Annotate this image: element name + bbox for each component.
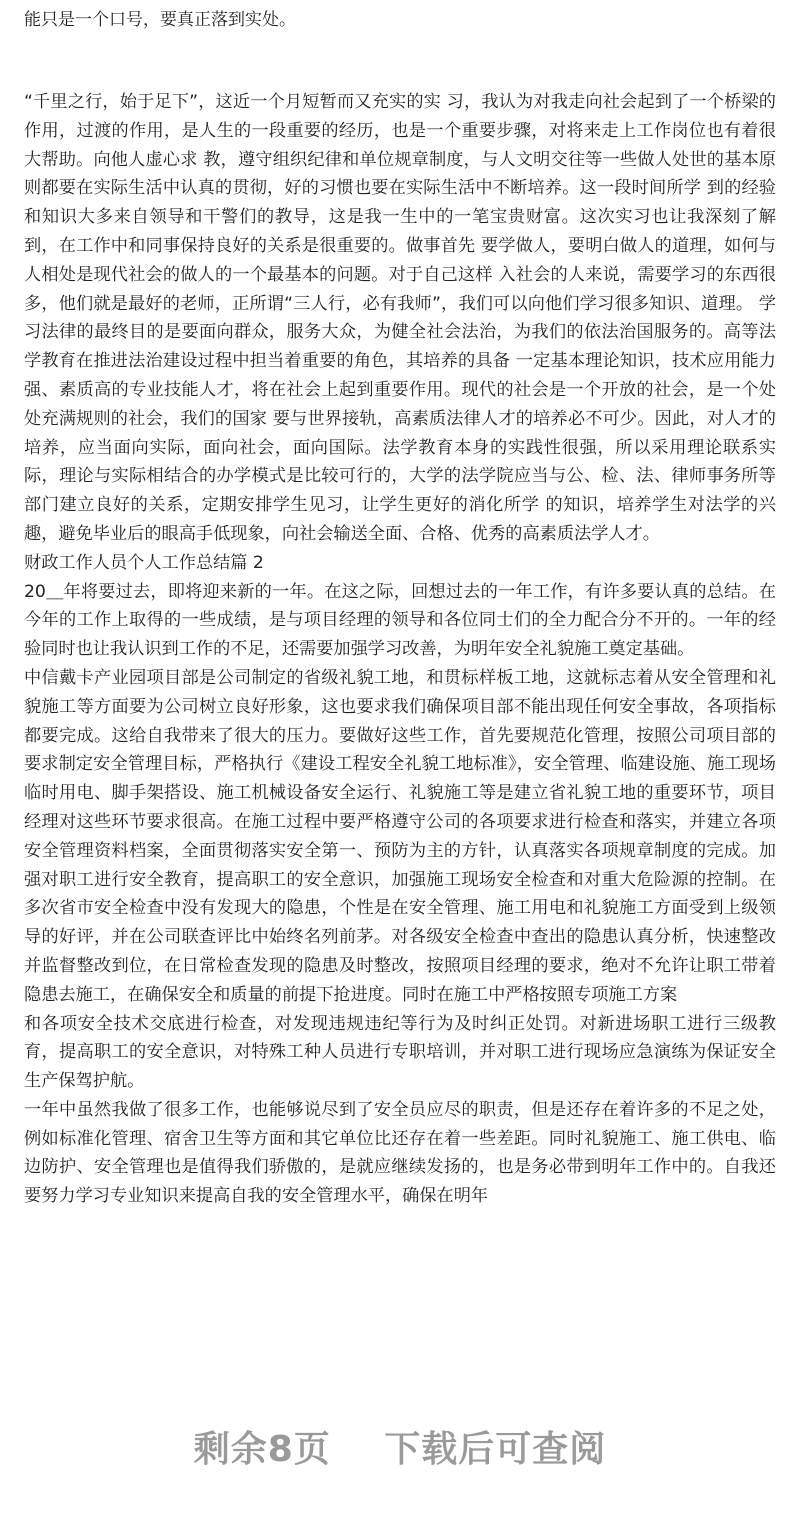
section-title: 财政工作人员个人工作总结篇 2 [24,552,264,573]
paragraph-project: 中信戴卡产业园项目部是公司制定的省级礼貌工地，和贯标样板工地，这就标志着从安全管理和礼貌施工等方面要为公司树立良好形象，这也要求我们确保项目部不能出现任何安全事故，各项指标都要完成。这给自我带来了很大的压力。要做好这些工作，首先要规范化管理，按照公司项目部的要求制定安全管理目标，严格执行《建设工程安全礼貌工地标准》，安全管理、临建设施、施工现场临时用电、脚手架搭设、施工机械设备安全运行、礼貌施工等是建立省礼貌工地的重要环节，项目经理对这些环节要求很高。在施工过程中要严格遵守公司的各项要求进行检查和落实，并建立各项安全管理资料档案，全面贯彻落实安全第一、预防为主的方针，认真落实各项规章制度的完成。加强对职工进行安全教育，提高职工的安全意识，加强施工现场安全检查和对重大危险源的控制。在多次省市安全检查中没有发现大的隐患，个性是在安全管理、施工用电和礼貌施工方面受到上级领导的好评，并在公司联查评比中始终名列前茅。对各级安全检查中查出的隐患认真分析，快速整改并监督整改到位，在日常检查发现的隐患及时整改，按照项目经理的要求，绝对不允许让职工带着隐患去施工，在确保安全和质量的前提下抢进度。同时在施工中严格按照专项施工方案 [24,667,776,1005]
paragraph-shortcomings: 一年中虽然我做了很多工作，也能够说尽到了安全员应尽的职责，但是还存在着许多的不足之处，例如标准化管理、宿舍卫生等方面和其它单位比还存在着一些差距。同时礼貌施工、施工供电、临边防护、安全管理也是值得我们骄傲的，是就应继续发扬的，也是务必带到明年工作中的。自我还要努力学习专业知识来提高自我的安全管理水平，确保在明年 [24,1099,776,1207]
paragraph-safety-briefing: 和各项安全技术交底进行检查，对发现违规违纪等行为及时纠正处罚。对新进场职工进行三级教育，提高职工的安全意识，对特殊工种人员进行专职培训，并对职工进行现场应急演练为保证安全生产保驾护航。 [24,1013,776,1092]
download-banner[interactable] [0,1410,800,1490]
paragraph-year-summary: 20＿年将要过去，即将迎来新的一年。在这之际，回想过去的一年工作，有许多要认真的总结。在今年的工作上取得的一些成绩，是与项目经理的领导和各位同士们的全力配合分不开的。一年的经验同时也让我认识到工作的不足，还需要加强学习改善，为明年安全礼貌施工奠定基础。 [24,581,776,660]
intro-line [24,6,776,34]
paragraph-internship: “千里之行，始于足下”，这近一个月短暂而又充实的实 习，我认为对我走向社会起到了一个桥梁的作用，过渡的作用，是人生的一段重要的经历，也是一个重要步骤，对将来走上工作岗位也有着很大帮助。向他人虚心求 教，遵守组织纪律和单位规章制度，与人文明交往等一些做人处世的基本原则都要在实际生活中认真的贯彻，好的习惯也要在实际生活中不断培养。这一段时间所学 到的经验和知识大多来自领导和干警们的教导，这是我一生中的一笔宝贵财富。这次实习也让我深刻了解到，在工作中和同事保持良好的关系是很重要的。做事首先 要学做人，要明白做人的道理，如何与人相处是现代社会的做人的一个最基本的问题。对于自己这样 入社会的人来说，需要学习的东西很多，他们就是最好的老师，正所谓“三人行，必有我师”，我们可以向他们学习很多知识、道理。 学习法律的最终目的是要面向群众，服务大众，为健全社会法治，为我们的依法治国服务的。高等法学教育在推进法治建设过程中担当着重要的角色，其培养的具备 一定基本理论知识，技术应用能力强、素质高的专业技能人才，将在社会上起到重要作用。现代的社会是一个开放的社会，是一个处处充满规则的社会，我们的国家 要与世界接轨，高素质法律人才的培养必不可少。因此，对人才的培养，应当面向实际，面向社会，面向国际。法学教育本身的实践性很强，所以采用理论联系实 际，理论与实际相结合的办学模式是比较可行的，大学的法学院应当与公、检、法、律师事务所等部门建立良好的关系，定期安排学生见习，让学生更好的消化所学 的知识，培养学生对法学的兴趣，避免毕业后的眼高手低现象，向社会输送全面、合格、优秀的高素质法学人才。 [24,92,776,544]
top-line: 能只是一个口号，要真正落到实处。 [24,10,296,30]
document-body [24,88,776,1211]
download-hint-label: 下载后可查阅 [384,1429,607,1470]
remaining-pages-label: 剩余8页 [193,1429,331,1470]
